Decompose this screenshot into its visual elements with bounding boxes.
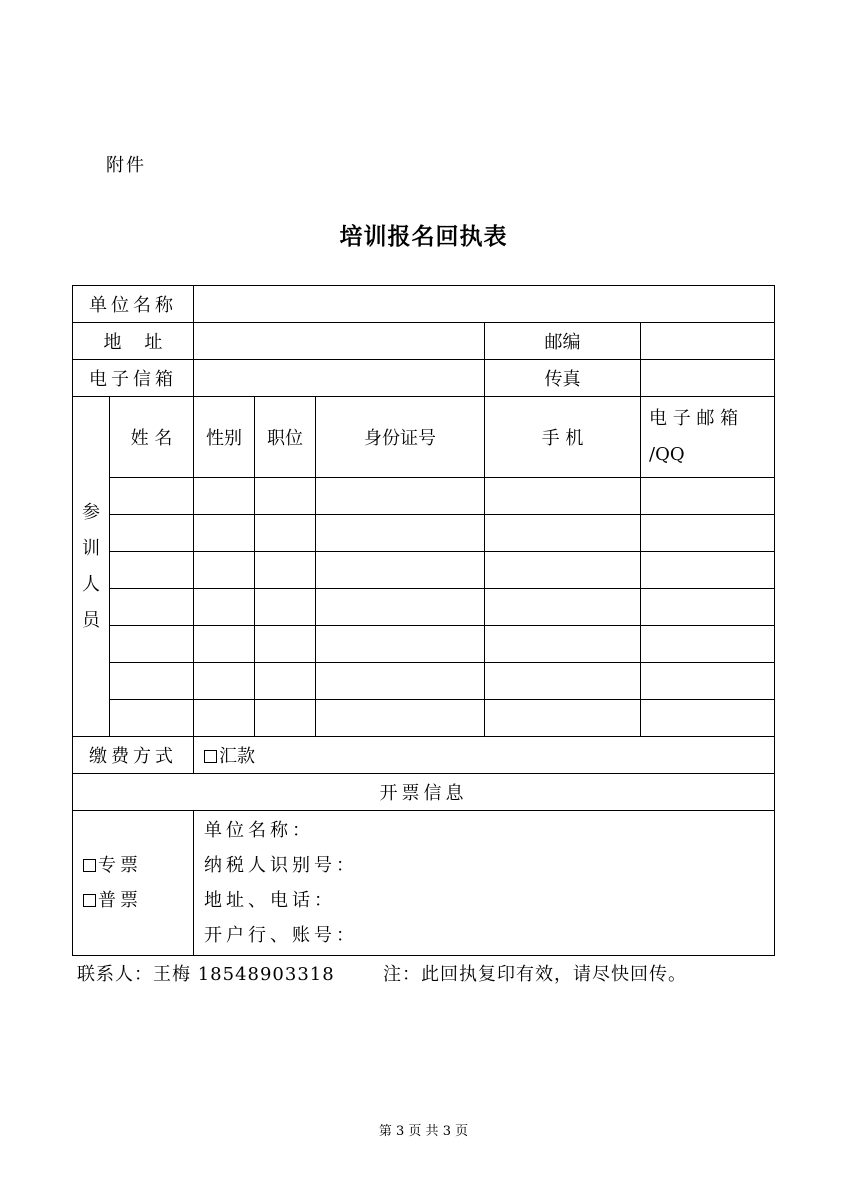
postcode-field[interactable] <box>641 323 775 360</box>
col-email-header: 电 子 邮 箱 /QQ <box>641 397 775 478</box>
contact-info: 联系人：王梅 18548903318 <box>77 964 335 985</box>
participant-row <box>73 700 775 737</box>
page-number: 第 3 页 共 3 页 <box>378 1124 469 1139</box>
participant-row <box>73 663 775 700</box>
participant-row <box>73 515 775 552</box>
postcode-label: 邮编 <box>485 323 641 360</box>
col-name-header: 姓 名 <box>110 397 194 478</box>
form-title: 培训报名回执表 <box>339 223 508 250</box>
address-label: 地 址 <box>73 323 194 360</box>
attachment-label: 附件 <box>106 155 146 176</box>
invoice-type-options <box>73 811 194 956</box>
col-id-header: 身份证号 <box>316 397 485 478</box>
footer <box>77 960 687 986</box>
email-label: 电子信箱 <box>73 360 194 397</box>
unit-name-label: 单位名称 <box>73 286 194 323</box>
col-phone-header: 手 机 <box>485 397 641 478</box>
participant-row <box>73 478 775 515</box>
payment-option[interactable] <box>194 737 775 774</box>
col-position-header: 职位 <box>255 397 316 478</box>
email-field[interactable] <box>194 360 485 397</box>
participant-row <box>73 589 775 626</box>
invoice-fields[interactable] <box>194 811 775 956</box>
fax-field[interactable] <box>641 360 775 397</box>
invoice-tax-id-label: 纳税人识别号： <box>204 855 358 876</box>
invoice-type-special[interactable]: 专票 <box>83 848 193 883</box>
invoice-unit-name-label: 单位名称： <box>204 820 314 841</box>
invoice-type-general[interactable]: 普票 <box>83 883 193 918</box>
registration-form-table <box>72 285 775 956</box>
address-field[interactable] <box>194 323 485 360</box>
participant-row <box>73 626 775 663</box>
invoice-bank-account-label: 开户行、账号： <box>204 925 358 946</box>
footer-note: 注：此回执复印有效，请尽快回传。 <box>383 964 687 985</box>
checkbox-icon[interactable] <box>83 894 96 907</box>
participant-row <box>73 552 775 589</box>
payment-option-label: 汇款 <box>219 746 255 767</box>
invoice-address-phone-label: 地址、电话： <box>204 890 336 911</box>
checkbox-icon[interactable] <box>204 750 217 763</box>
fax-label: 传真 <box>485 360 641 397</box>
invoice-header: 开票信息 <box>73 774 775 811</box>
checkbox-icon[interactable] <box>83 859 96 872</box>
col-gender-header: 性别 <box>194 397 255 478</box>
payment-method-label: 缴费方式 <box>73 737 194 774</box>
unit-name-field[interactable] <box>194 286 775 323</box>
participants-label: 参 训 人 员 <box>73 397 110 737</box>
